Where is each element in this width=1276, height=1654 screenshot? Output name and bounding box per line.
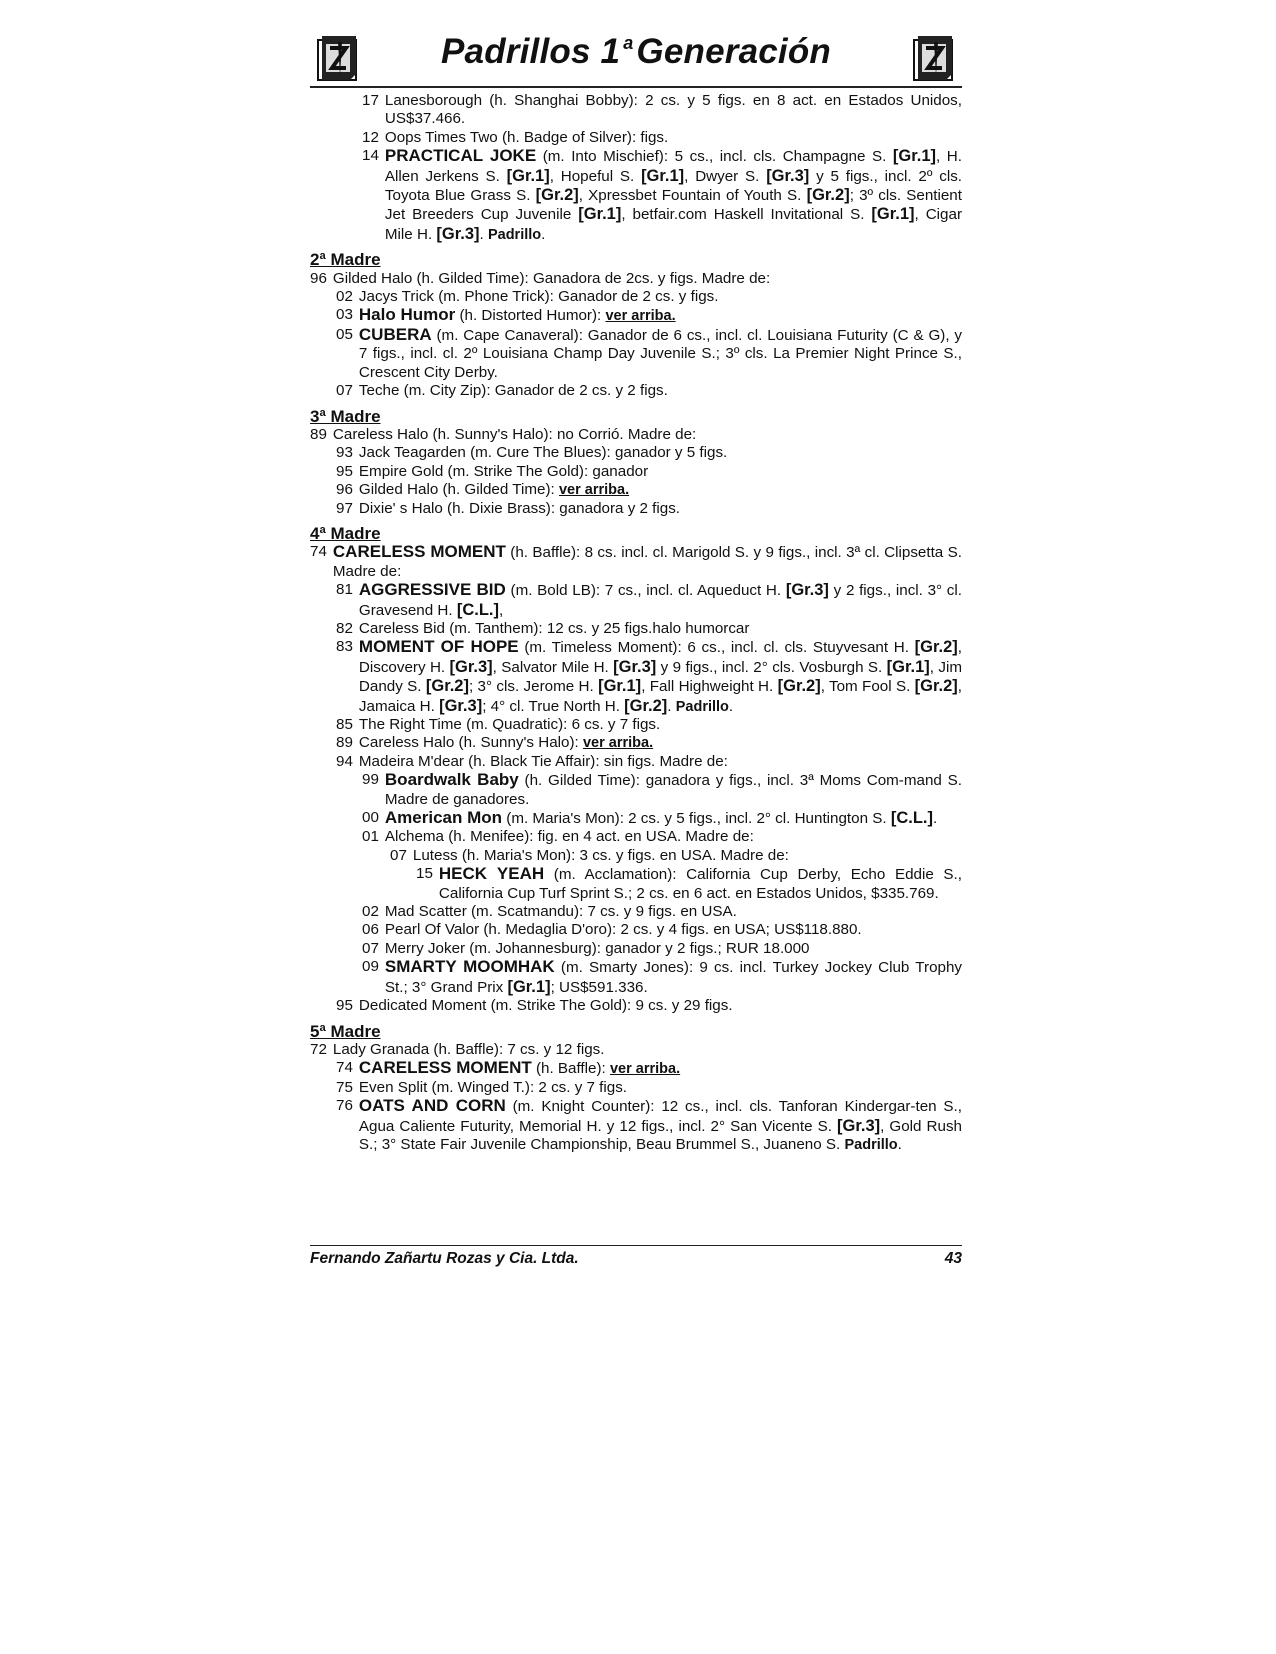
list-item: 05 CUBERA (m. Cape Canaveral): Ganador de 6 cs., incl. cl. Louisiana Futurity (C & G), y 7 figs., incl. cl. 2º Louisiana Champ Day Juvenile S.; 3º cls. La Premier Night Prince S., Crescent City Derby. [336,324,962,381]
list-item: 74 CARELESS MOMENT (h. Baffle): ver arriba. [336,1058,681,1078]
list-item: 82 Careless Bid (m. Tanthem): 12 cs. y 25 figs.halo humorcar [336,619,750,637]
list-item: 95 Empire Gold (m. Strike The Gold): ganador [336,462,649,480]
dam-entry: 96 Gilded Halo (h. Gilded Time): Ganadora de 2cs. y figs. Madre de: [310,269,771,287]
list-item: 02 Mad Scatter (m. Scatmandu): 7 cs. y 9 figs. en USA. [362,903,737,921]
list-item: 17 Lanesborough (h. Shanghai Bobby): 2 cs. y 5 figs. en 8 act. en Estados Unidos, US$37.466. [362,92,962,128]
section-heading: 3ª Madre [310,406,381,426]
list-item: 07 Lutess (h. Maria's Mon): 3 cs. y figs. en USA. Madre de: [390,846,789,864]
list-item: 83 MOMENT OF HOPE (m. Timeless Moment): 6 cs., incl. cl. cls. Stuyvesant H. [Gr.2], Discovery H. [Gr.3], Salvator Mile H. [Gr.3] y 9 figs., incl. 2° cls. Vosburgh S. [Gr.1], Jim Dandy S. [Gr.2]; 3° cls. Jerome H. [Gr.1], Fall Highweight H. [Gr.2], Tom Fool S. [Gr.2], Jamaica H. [Gr.3]; 4° cl. True North H. [Gr.2]. Padrillo. [336,637,962,715]
list-item: 93 Jack Teagarden (m. Cure The Blues): ganador y 5 figs. [336,444,728,462]
list-item: 94 Madeira M'dear (h. Black Tie Affair): sin figs. Madre de: [336,752,728,770]
page-number: 43 [944,1250,962,1267]
company-name: Fernando Zañartu Rozas y Cia. Ltda. [310,1250,579,1267]
see-above-link[interactable]: ver arriba. [609,1061,681,1078]
dam-entry: 72 Lady Granada (h. Baffle): 7 cs. y 12 figs. [310,1040,605,1058]
dam-entry: 89 Careless Halo (h. Sunny's Halo): no Corrió. Madre de: [310,425,697,443]
list-item: 00 American Mon (m. Maria's Mon): 2 cs. y 5 figs., incl. 2° cl. Huntington S. [C.L.]. [362,808,938,828]
pedigree-content [310,88,962,1154]
list-item: 85 The Right Time (m. Quadratic): 6 cs. y 7 figs. [336,716,661,733]
list-item: 81 AGGRESSIVE BID (m. Bold LB): 7 cs., incl. cl. Aqueduct H. [Gr.3] y 2 figs., incl. 3° cl. Gravesend H. [C.L.], [336,580,962,619]
list-item: 76 OATS AND CORN (m. Knight Counter): 12 cs., incl. cls. Tanforan Kindergar-ten S., Agua Caliente Futurity, Memorial H. y 12 figs., incl. 2° San Vicente S. [Gr.3], Gold Rush S.; 3° State Fair Juvenile Championship, Beau Brummel S., Juaneno S. Padrillo. [336,1096,962,1153]
list-item: 99 Boardwalk Baby (h. Gilded Time): ganadora y figs., incl. 3ª Moms Com-mand S. Madre de ganadores. [362,770,962,808]
see-above-link[interactable]: ver arriba. [558,482,630,499]
list-item: 15 HECK YEAH (m. Acclamation): California Cup Derby, Echo Eddie S., California Cup Turf Sprint S.; 2 cs. en 6 act. en Estados Unidos, $335.769. [416,864,962,902]
list-item: 01 Alchema (h. Menifee): fig. en 4 act. en USA. Madre de: [362,828,754,846]
page-header [310,30,962,88]
page-title: Padrillos 1 $^a$Generación [440,32,831,71]
see-above-link[interactable]: ver arriba. [582,735,654,752]
list-item: 06 Pearl Of Valor (h. Medaglia D'oro): 2 cs. y 4 figs. en USA; US$118.880. [362,921,862,939]
list-item: 07 Teche (m. City Zip): Ganador de 2 cs. y 2 figs. [336,382,668,400]
zanartu-logo-icon [912,34,956,82]
document-page [310,30,962,1154]
section-heading: 5ª Madre [310,1021,381,1041]
page-footer [310,1245,962,1268]
list-item: 97 Dixie' s Halo (h. Dixie Brass): ganadora y 2 figs. [336,499,681,517]
list-item: 09 SMARTY MOOMHAK (m. Smarty Jones): 9 cs. incl. Turkey Jockey Club Trophy St.; 3° Grand Prix [Gr.1]; US$591.336. [362,957,963,996]
list-item: 02 Jacys Trick (m. Phone Trick): Ganador de 2 cs. y figs. [336,288,719,306]
list-item: 95 Dedicated Moment (m. Strike The Gold): 9 cs. y 29 figs. [336,997,733,1015]
list-item: 75 Even Split (m. Winged T.): 2 cs. y 7 figs. [336,1078,628,1096]
list-item: 12 Oops Times Two (h. Badge of Silver): figs. [362,128,669,146]
section-heading: 2ª Madre [310,250,381,270]
list-item: 96 Gilded Halo (h. Gilded Time): ver arriba. [336,481,630,499]
list-item: 07 Merry Joker (m. Johannesburg): ganador y 2 figs.; RUR 18.000 [362,939,810,957]
dam-entry: 74 CARELESS MOMENT (h. Baffle): 8 cs. incl. cl. Marigold S. y 9 figs., incl. 3ª cl. Clipsetta S. Madre de: [310,542,962,580]
section-heading: 4ª Madre [310,523,381,543]
list-item: 03 Halo Humor (h. Distorted Humor): ver arriba. [336,305,676,325]
see-above-link[interactable]: ver arriba. [605,308,676,325]
list-item: 89 Careless Halo (h. Sunny's Halo): ver arriba. [336,734,654,752]
list-item: 14 PRACTICAL JOKE (m. Into Mischief): 5 cs., incl. cls. Champagne S. [Gr.1], H. Allen Jerkens S. [Gr.1], Hopeful S. [Gr.1], Dwyer S. [Gr.3] y 5 figs., incl. 2º cls. Toyota Blue Grass S. [Gr.2], Xpressbet Fountain of Youth S. [Gr.2]; 3º cls. Sentient Jet Breeders Cup Juvenile [Gr.1], betfair.com Haskell Invitational S. [Gr.1], Cigar Mile H. [Gr.3]. Padrillo. [362,146,963,243]
